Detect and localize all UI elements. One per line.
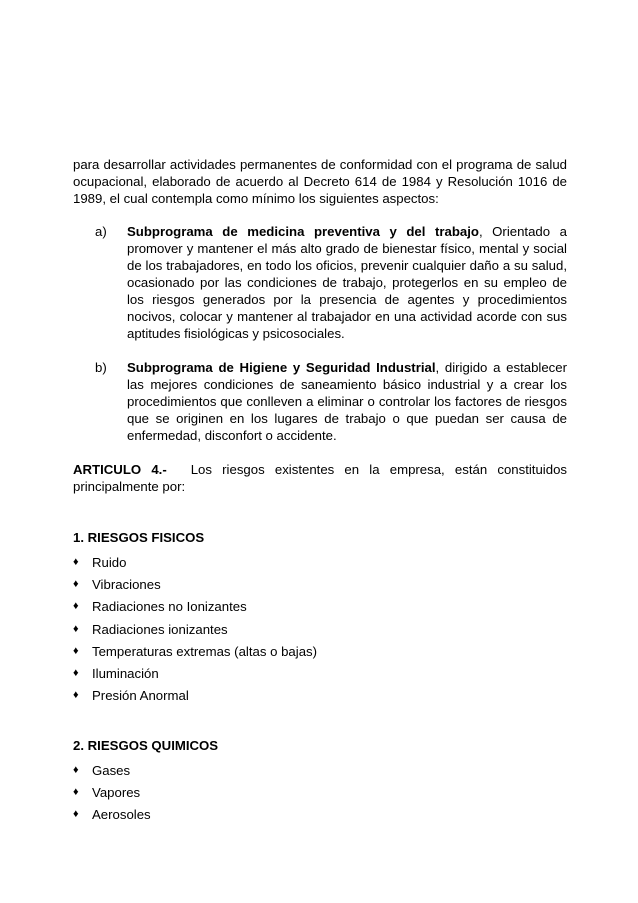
diamond-bullet-icon: ♦ — [73, 622, 79, 635]
list-item-text: , dirigido a establecer las mejores condiciones de saneamiento básico industrial y a crear los procedimientos que conlleven a eliminar o controlar los factores de riesgos que se originen en los lugares de trabajo o que puedan ser causa de enfermedad, disconfort o accidente. — [127, 360, 567, 443]
intro-paragraph: para desarrollar actividades permanentes de conformidad con el programa de salud ocupacional, elaborado de acuerdo al Decreto 614 de 1984 y Resolución 1016 de 1989, el cual contempla como mínimo los siguientes aspectos: — [73, 157, 567, 206]
section-title-riesgos-fisicos: 1. RIESGOS FISICOS — [73, 530, 205, 545]
list-item-body — [127, 223, 567, 342]
diamond-bullet-icon: ♦ — [73, 763, 79, 776]
list-item-b — [95, 359, 567, 444]
list-item — [73, 640, 567, 662]
diamond-bullet-icon: ♦ — [73, 786, 79, 799]
bullet-text: Radiaciones ionizantes — [92, 621, 228, 637]
bullet-text: Ruido — [92, 554, 127, 570]
section-title-riesgos-quimicos: 2. RIESGOS QUIMICOS — [73, 738, 219, 754]
bullet-text: Presión Anormal — [92, 688, 189, 704]
list-item — [73, 759, 567, 781]
list-item — [73, 781, 567, 803]
articulo-heading: ARTICULO 4.- — [73, 462, 167, 477]
list-item-body — [127, 359, 567, 444]
bullet-text: Radiaciones no Ionizantes — [92, 599, 247, 615]
diamond-bullet-icon: ♦ — [73, 808, 79, 821]
bullet-text: Gases — [92, 762, 131, 778]
list-item-text: , Orientado a promover y mantener el más alto grado de bienestar físico, mental y social de los trabajadores, en todo los oficios, prevenir cualquier daño a su salud, ocasionado por las condiciones de trabajo, protegerlos en su empleo de los riesgos generados por la presencia de agentes y procedimientos nocivos, colocar y mantener al trabajador en una actividad acorde con sus aptitudes fisiológicas y psicosociales. — [127, 224, 567, 341]
list-item — [73, 685, 567, 707]
bullet-text: Aerosoles — [92, 807, 151, 823]
diamond-bullet-icon: ♦ — [73, 667, 79, 680]
list-item — [73, 804, 567, 826]
bullet-list-riesgos-quimicos — [73, 759, 567, 826]
list-item-a — [95, 223, 567, 342]
articulo-paragraph — [73, 461, 567, 495]
list-item-title: Subprograma de Higiene y Seguridad Industrial — [127, 360, 436, 375]
diamond-bullet-icon: ♦ — [73, 689, 79, 702]
document-page — [73, 156, 567, 826]
list-item-label: a) — [95, 224, 107, 239]
list-item-label: b) — [95, 360, 107, 375]
diamond-bullet-icon: ♦ — [73, 555, 79, 568]
list-item-title: Subprograma de medicina preventiva y del trabajo — [127, 224, 479, 239]
list-item — [73, 662, 567, 684]
articulo-text: Los riesgos existentes en la empresa, están constituidos principalmente por: — [73, 462, 567, 494]
diamond-bullet-icon: ♦ — [73, 600, 79, 613]
list-item — [73, 618, 567, 640]
bullet-text: Iluminación — [92, 666, 159, 682]
diamond-bullet-icon: ♦ — [73, 577, 79, 590]
bullet-text: Vapores — [92, 785, 141, 801]
list-item — [73, 551, 567, 573]
list-item — [73, 596, 567, 618]
diamond-bullet-icon: ♦ — [73, 644, 79, 657]
bullet-list-riesgos-fisicos — [73, 551, 567, 707]
bullet-text: Temperaturas extremas (altas o bajas) — [92, 643, 318, 659]
list-item — [73, 573, 567, 595]
bullet-text: Vibraciones — [92, 576, 161, 592]
